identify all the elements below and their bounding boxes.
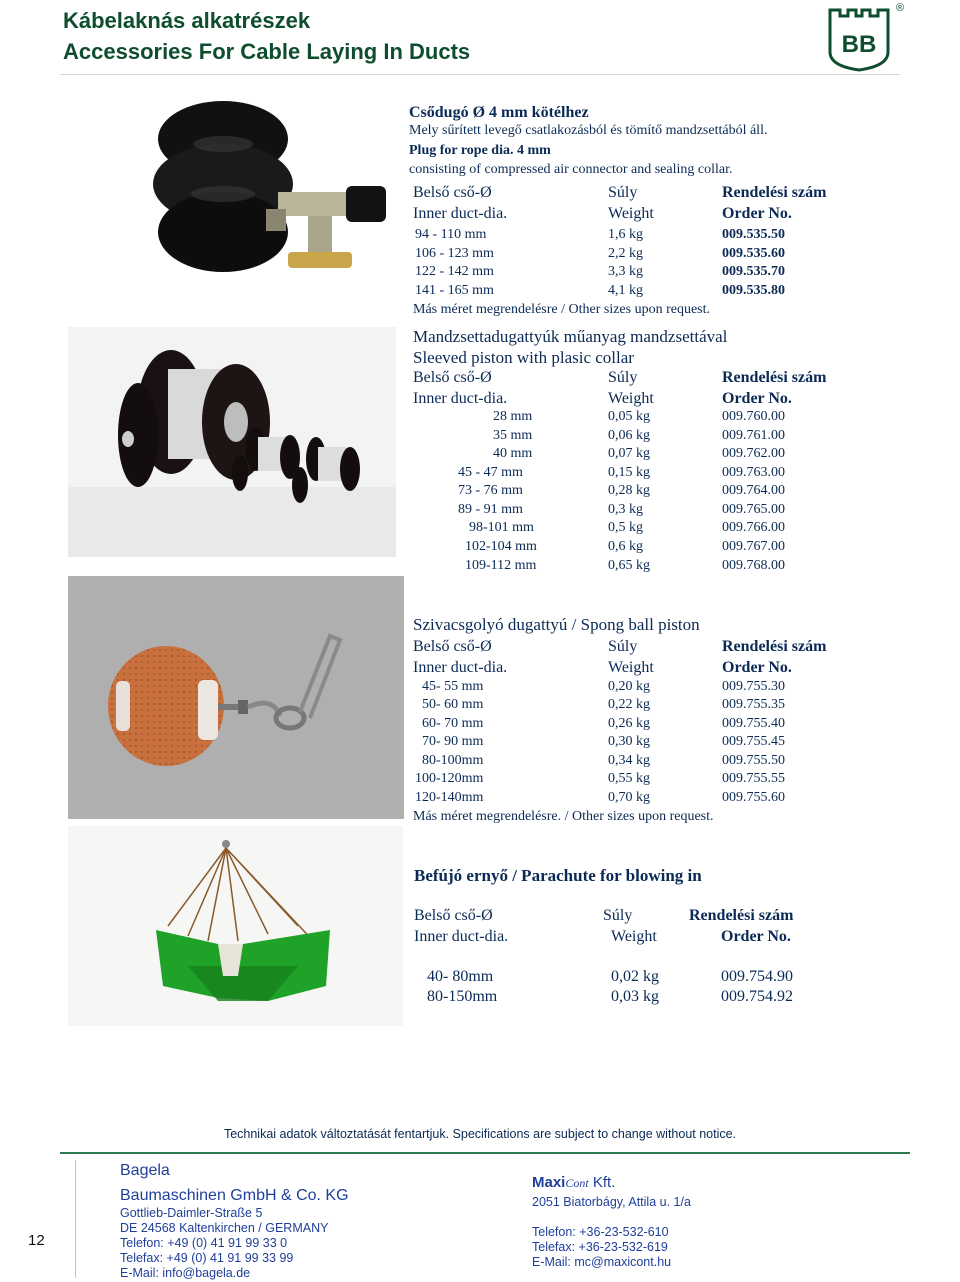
table-cell: 0,15 kg [608,465,650,480]
partner-phone: Telefon: +36-23-532-610 [532,1225,669,1239]
table-cell: 2,2 kg [608,246,643,261]
partner-email: E-Mail: mc@maxicont.hu [532,1255,672,1269]
table-cell: 28 mm [493,409,533,424]
page-title-en: Accessories For Cable Laying In Ducts [63,39,471,64]
table-cell: 0,6 kg [608,539,643,554]
table-cell: 50- 60 mm [422,697,484,712]
table-cell: 0,55 kg [608,771,650,786]
col-header-order: Rendelési szám [722,369,827,386]
table-cell: 009.760.00 [722,409,785,424]
table-cell: 009.754.90 [721,968,793,985]
table-cell: 0,30 kg [608,734,650,749]
table-cell: 0,05 kg [608,409,650,424]
col-header-weight: Súly [608,184,638,201]
table-cell: 45- 55 mm [422,679,484,694]
table-cell: 0,26 kg [608,716,650,731]
table-cell: 009.755.45 [722,734,785,749]
col-header-weight-en: Weight [608,659,654,676]
partner-name-kft: Kft. [588,1174,616,1191]
table-cell: 94 - 110 mm [415,227,487,242]
table-cell: 141 - 165 mm [415,283,494,298]
col-header-weight-en: Weight [611,928,657,945]
col-header-order: Rendelési szám [722,184,827,201]
table-cell: 009.755.60 [722,790,785,805]
col-header-order: Rendelési szám [689,907,794,924]
section-title-hu: Csődugó Ø 4 mm kötélhez [409,104,589,121]
company-logo [826,6,892,72]
table-cell: 102-104 mm [465,539,537,554]
table-cell: 009.765.00 [722,502,785,517]
table-cell: 009.766.00 [722,520,785,535]
table-cell: 0,5 kg [608,520,643,535]
table-cell: 009.755.50 [722,753,785,768]
table-cell: 0,07 kg [608,446,650,461]
section-note: Más méret megrendelésre / Other sizes upon request. [413,302,711,317]
table-cell: 120-140mm [415,790,484,805]
table-cell: 98-101 mm [469,520,534,535]
table-cell: 0,65 kg [608,558,650,573]
plug-photo [128,84,403,294]
partner-name-maxi: Maxi [532,1174,566,1191]
col-header-order-en: Order No. [722,390,792,407]
col-header-weight-en: Weight [608,390,654,407]
table-cell: 009.755.30 [722,679,785,694]
table-cell: 35 mm [493,428,533,443]
sponge-ball-photo [68,576,404,819]
table-cell: 009.763.00 [722,465,785,480]
table-cell: 1,6 kg [608,227,643,242]
table-cell: 60- 70 mm [422,716,484,731]
table-cell: 009.764.00 [722,483,785,498]
col-header-size-en: Inner duct-dia. [413,659,508,676]
company-street: Gottlieb-Daimler-Straße 5 [120,1206,263,1220]
table-cell: 73 - 76 mm [458,483,523,498]
table-cell: 0,20 kg [608,679,650,694]
sleeved-piston-photo [68,327,396,557]
footer-notice: Technikai adatok változtatását fentartjuk. Specifications are subject to change without notice. [223,1127,737,1141]
table-cell: 80-100mm [422,753,484,768]
table-cell: 009.535.50 [722,227,785,242]
table-cell: 40- 80mm [427,968,494,985]
table-cell: 0,3 kg [608,502,643,517]
company-email: E-Mail: info@bagela.de [120,1266,251,1280]
section-title: Szivacsgolyó dugattyú / Spong ball piston [413,615,700,634]
table-cell: 009.535.80 [722,283,785,298]
table-cell: 45 - 47 mm [458,465,523,480]
section-note: Más méret megrendelésre. / Other sizes upon request. [413,809,714,824]
company-phone: Telefon: +49 (0) 41 91 99 33 0 [120,1236,288,1250]
table-cell: 0,22 kg [608,697,650,712]
company-fax: Telefax: +49 (0) 41 91 99 33 99 [120,1251,294,1265]
col-header-size: Belső cső-Ø [414,907,493,924]
section-title-hu: Mandzsettadugattyúk műanyag mandzsettával [413,327,728,346]
table-cell: 009.535.70 [722,264,785,279]
col-header-weight: Súly [608,369,638,386]
logo-letters: BB [841,31,877,58]
table-cell: 0,28 kg [608,483,650,498]
section-title: Befújó ernyő / Parachute for blowing in [414,866,702,885]
col-header-weight: Súly [608,638,638,655]
table-cell: 009.535.60 [722,246,785,261]
company-city: DE 24568 Kaltenkirchen / GERMANY [120,1221,329,1235]
table-cell: 122 - 142 mm [415,264,494,279]
header-rule [60,74,900,75]
col-header-size-en: Inner duct-dia. [414,928,509,945]
section-title-en: Plug for rope dia. 4 mm [409,143,551,158]
table-cell: 009.754.92 [721,988,793,1005]
partner-fax: Telefax: +36-23-532-619 [532,1240,668,1254]
page-number: 12 [28,1232,45,1249]
table-cell: 009.768.00 [722,558,785,573]
company-name: Bagela [120,1162,170,1179]
table-cell: 0,03 kg [611,988,659,1005]
parachute-photo [68,826,403,1026]
table-cell: 80-150mm [427,988,498,1005]
table-cell: 009.755.40 [722,716,785,731]
table-cell: 009.761.00 [722,428,785,443]
col-header-weight: Súly [603,907,633,924]
section-desc-en: consisting of compressed air connector and sealing collar. [409,162,733,177]
col-header-order-en: Order No. [721,928,791,945]
table-cell: 89 - 91 mm [458,502,523,517]
table-cell: 106 - 123 mm [415,246,494,261]
registered-mark: ® [896,2,905,14]
partner-city: 2051 Biatorbágy, Attila u. 1/a [532,1195,691,1209]
col-header-weight-en: Weight [608,205,654,222]
col-header-order: Rendelési szám [722,638,827,655]
col-header-size-en: Inner duct-dia. [413,390,508,407]
table-cell: 009.767.00 [722,539,785,554]
table-cell: 0,34 kg [608,753,650,768]
table-cell: 0,02 kg [611,968,659,985]
table-cell: 009.755.35 [722,697,785,712]
page-title-hu: Kábelaknás alkatrészek [63,8,311,33]
footer-divider [75,1160,76,1278]
table-cell: 40 mm [493,446,533,461]
col-header-size: Belső cső-Ø [413,184,492,201]
col-header-order-en: Order No. [722,205,792,222]
col-header-size-en: Inner duct-dia. [413,205,508,222]
table-cell: 100-120mm [415,771,484,786]
footer-rule [60,1152,910,1154]
table-cell: 4,1 kg [608,283,643,298]
col-header-size: Belső cső-Ø [413,369,492,386]
table-cell: 009.755.55 [722,771,785,786]
table-cell: 109-112 mm [465,558,537,573]
table-cell: 0,06 kg [608,428,650,443]
col-header-size: Belső cső-Ø [413,638,492,655]
section-desc-hu: Mely sűrített levegő csatlakozásból és tömítő mandzsettából áll. [409,123,768,138]
table-cell: 0,70 kg [608,790,650,805]
company-legal-name: Baumaschinen GmbH & Co. KG [120,1187,349,1204]
partner-name [532,1174,615,1191]
col-header-order-en: Order No. [722,659,792,676]
table-cell: 3,3 kg [608,264,643,279]
table-cell: 70- 90 mm [422,734,484,749]
table-cell: 009.762.00 [722,446,785,461]
partner-name-cont: Cont [565,1176,589,1190]
section-title-en: Sleeved piston with plasic collar [413,348,634,367]
